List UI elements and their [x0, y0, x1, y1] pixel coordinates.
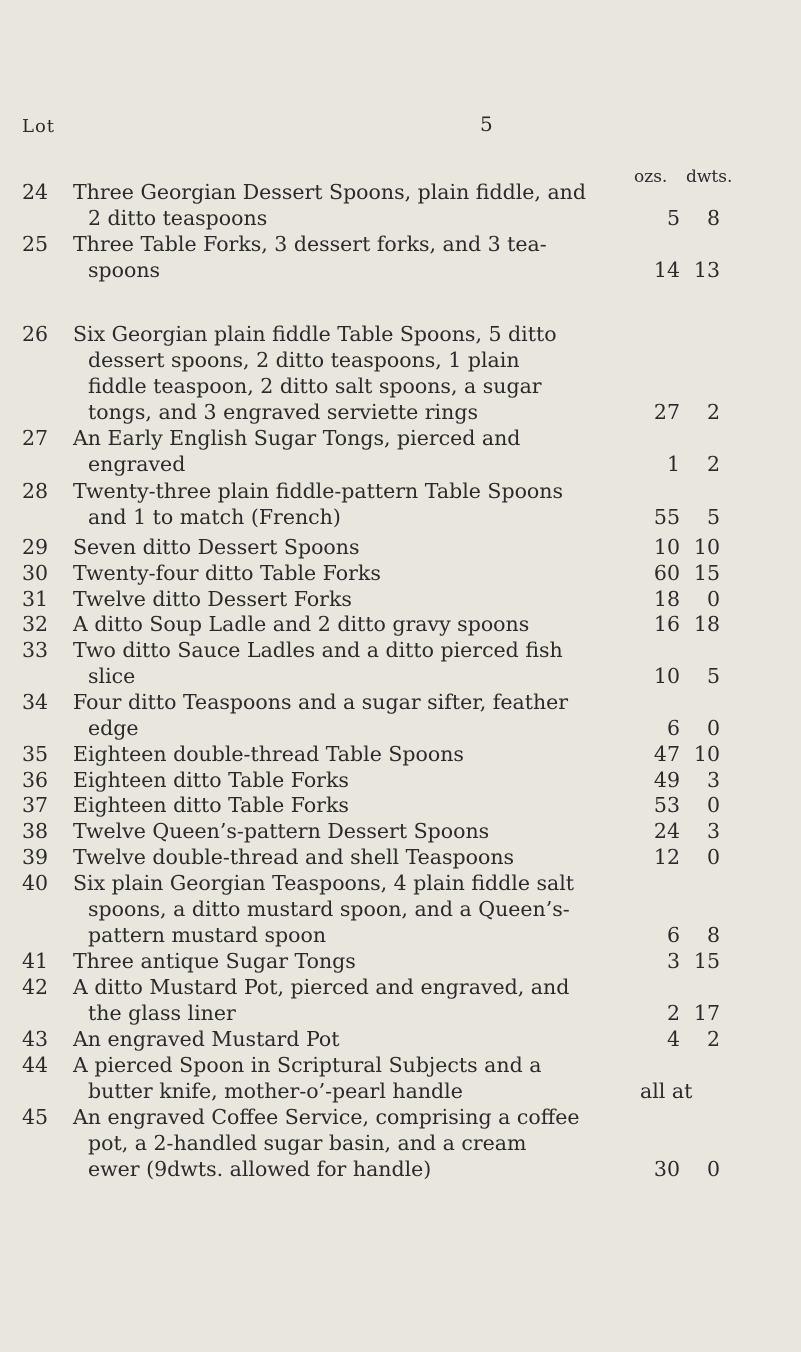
- weight-ozs: 2: [666, 1001, 680, 1025]
- lot-number: 30: [22, 561, 49, 585]
- lot-description-line: ewer (9dwts. allowed for handle): [88, 1157, 432, 1181]
- lot-description-line: An engraved Coffee Service, comprising a coffee: [73, 1105, 580, 1129]
- lot-number: 38: [22, 819, 49, 843]
- lot-number: 31: [22, 587, 49, 611]
- weight-ozs: 55: [653, 505, 680, 529]
- lot-description-line: A pierced Spoon in Scriptural Subjects and a: [73, 1053, 542, 1077]
- weight-dwts: 5: [706, 505, 720, 529]
- lot-number: 39: [22, 845, 49, 869]
- lot-number: 37: [22, 793, 49, 817]
- lot-description-line: 2 ditto teaspoons: [88, 206, 268, 230]
- weight-ozs: 16: [653, 612, 680, 636]
- weight-ozs: 47: [653, 742, 680, 766]
- weight-dwts: 2: [706, 452, 720, 476]
- weight-dwts: 15: [693, 949, 720, 973]
- weight-dwts: 10: [693, 535, 720, 559]
- lot-description-line: Eighteen ditto Table Forks: [73, 768, 349, 792]
- weight-dwts: 10: [693, 742, 720, 766]
- lot-description-line: Eighteen double-thread Table Spoons: [73, 742, 464, 766]
- weight-dwts: 8: [706, 206, 720, 230]
- weight-ozs: 14: [653, 258, 680, 282]
- lot-description-line: spoons, a ditto mustard spoon, and a Queen’s-: [88, 897, 570, 921]
- lot-description-line: A ditto Mustard Pot, pierced and engraved, and: [73, 975, 570, 999]
- lot-number: 26: [22, 322, 49, 346]
- lot-description-line: Eighteen ditto Table Forks: [73, 793, 349, 817]
- lot-number: 28: [22, 479, 49, 503]
- weight-ozs: 10: [653, 535, 680, 559]
- lot-description-line: Seven ditto Dessert Spoons: [73, 535, 360, 559]
- lot-column-header: Lot: [22, 116, 56, 137]
- weight-dwts: 0: [706, 793, 720, 817]
- lot-description-line: engraved: [88, 452, 186, 476]
- weight-dwts: 17: [693, 1001, 720, 1025]
- weight-dwts: 15: [693, 561, 720, 585]
- lot-number: 25: [22, 232, 49, 256]
- weight-ozs: 12: [653, 845, 680, 869]
- lot-description-line: the glass liner: [88, 1001, 236, 1025]
- lot-number: 27: [22, 426, 49, 450]
- weight-ozs: 1: [666, 452, 680, 476]
- weight-ozs: 5: [666, 206, 680, 230]
- weight-dwts: 0: [706, 587, 720, 611]
- lot-number: 36: [22, 768, 49, 792]
- weight-dwts: 0: [706, 1157, 720, 1181]
- lot-description-line: tongs, and 3 engraved serviette rings: [88, 400, 478, 424]
- lot-number: 40: [22, 871, 49, 895]
- lot-description-line: dessert spoons, 2 ditto teaspoons, 1 plain: [88, 348, 520, 372]
- weight-ozs: 60: [653, 561, 680, 585]
- lot-number: 34: [22, 690, 49, 714]
- weight-dwts: 5: [706, 664, 720, 688]
- lot-description-line: pot, a 2-handled sugar basin, and a cream: [88, 1131, 527, 1155]
- weight-dwts: 3: [706, 819, 720, 843]
- lot-description-line: Twelve double-thread and shell Teaspoons: [73, 845, 515, 869]
- dwts-column-header: dwts.: [686, 167, 733, 187]
- lot-description-line: Twenty-three plain fiddle-pattern Table Spoons: [73, 479, 563, 503]
- lot-number: 32: [22, 612, 49, 636]
- lot-description-line: Four ditto Teaspoons and a sugar sifter, feather: [73, 690, 569, 714]
- lot-number: 33: [22, 638, 49, 662]
- lot-description-line: and 1 to match (French): [88, 505, 341, 529]
- all-at-weight: all at: [640, 1079, 693, 1103]
- weight-ozs: 4: [666, 1027, 680, 1051]
- lot-description-line: Three Table Forks, 3 dessert forks, and 3 tea-: [73, 232, 547, 256]
- ozs-column-header: ozs.: [634, 167, 668, 187]
- lot-number: 29: [22, 535, 49, 559]
- weight-ozs: 27: [653, 400, 680, 424]
- lot-description-line: Two ditto Sauce Ladles and a ditto pierced fish: [73, 638, 563, 662]
- weight-dwts: 2: [706, 1027, 720, 1051]
- weight-dwts: 2: [706, 400, 720, 424]
- weight-dwts: 0: [706, 845, 720, 869]
- lot-description-line: A ditto Soup Ladle and 2 ditto gravy spoons: [73, 612, 530, 636]
- lot-number: 24: [22, 180, 49, 204]
- lot-description-line: Three antique Sugar Tongs: [73, 949, 356, 973]
- lot-description-line: Twelve ditto Dessert Forks: [73, 587, 352, 611]
- lot-number: 45: [22, 1105, 49, 1129]
- lot-description-line: An Early English Sugar Tongs, pierced and: [73, 426, 521, 450]
- weight-dwts: 18: [693, 612, 720, 636]
- weight-ozs: 18: [653, 587, 680, 611]
- lot-description-line: Twenty-four ditto Table Forks: [73, 561, 381, 585]
- weight-ozs: 3: [666, 949, 680, 973]
- weight-ozs: 24: [653, 819, 680, 843]
- lot-description-line: butter knife, mother-o’-pearl handle: [88, 1079, 463, 1103]
- weight-dwts: 8: [706, 923, 720, 947]
- weight-ozs: 30: [653, 1157, 680, 1181]
- lot-number: 44: [22, 1053, 49, 1077]
- weight-ozs: 6: [666, 716, 680, 740]
- lot-description-line: edge: [88, 716, 139, 740]
- lot-description-line: An engraved Mustard Pot: [73, 1027, 340, 1051]
- weight-dwts: 3: [706, 768, 720, 792]
- lot-description-line: Twelve Queen’s-pattern Dessert Spoons: [73, 819, 490, 843]
- weight-dwts: 13: [693, 258, 720, 282]
- weight-ozs: 10: [653, 664, 680, 688]
- lot-number: 42: [22, 975, 49, 999]
- lot-number: 41: [22, 949, 49, 973]
- weight-dwts: 0: [706, 716, 720, 740]
- lot-description-line: Six Georgian plain fiddle Table Spoons, 5 ditto: [73, 322, 557, 346]
- page-number: 5: [480, 112, 493, 136]
- lot-description-line: spoons: [88, 258, 161, 282]
- weight-ozs: 53: [653, 793, 680, 817]
- lot-description-line: Three Georgian Dessert Spoons, plain fiddle, and: [73, 180, 586, 204]
- lot-description-line: slice: [88, 664, 136, 688]
- lot-description-line: Six plain Georgian Teaspoons, 4 plain fiddle salt: [73, 871, 575, 895]
- lot-number: 43: [22, 1027, 49, 1051]
- lot-description-line: pattern mustard spoon: [88, 923, 327, 947]
- lot-number: 35: [22, 742, 49, 766]
- weight-ozs: 49: [653, 768, 680, 792]
- weight-ozs: 6: [666, 923, 680, 947]
- lot-description-line: fiddle teaspoon, 2 ditto salt spoons, a sugar: [88, 374, 542, 398]
